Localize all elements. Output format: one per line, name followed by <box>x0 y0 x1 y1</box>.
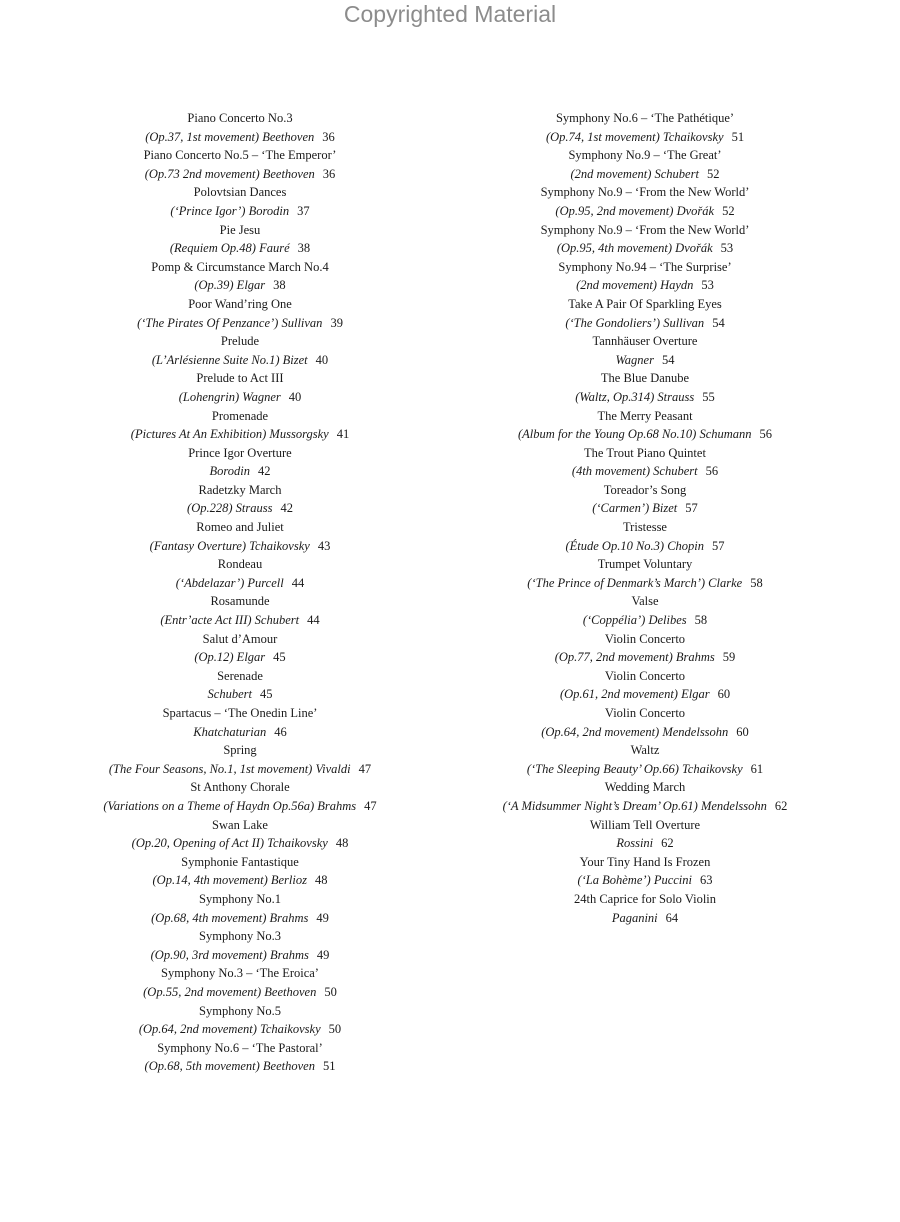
contents-entry <box>208 667 273 704</box>
entry-title: Pie Jesu <box>219 222 261 237</box>
entry-source-composer: (Op.55, 2nd movement) Beethoven <box>143 984 317 999</box>
entry-source-composer: (2nd movement) Haydn <box>576 278 694 293</box>
contents-entry <box>179 369 301 406</box>
entry-detail-line <box>565 537 724 556</box>
entry-detail-line <box>575 388 715 407</box>
entry-page-number: 36 <box>322 129 335 144</box>
entry-title: Poor Wand’ring One <box>188 296 292 311</box>
entry-source-composer: (Op.95, 4th movement) Dvořák <box>556 241 713 256</box>
contents-entry <box>593 332 698 369</box>
entry-title: The Merry Peasant <box>597 408 693 423</box>
contents-entry <box>143 964 337 1001</box>
entry-page-number: 57 <box>685 501 698 516</box>
contents-entry <box>577 853 712 890</box>
entry-title: 24th Caprice for Solo Violin <box>573 891 717 906</box>
entry-source-composer: Paganini <box>611 910 658 925</box>
entry-page-number: 56 <box>759 427 773 442</box>
entry-page-number: 50 <box>328 1022 342 1037</box>
entry-source-composer: (‘A Midsummer Night’s Dream’ Op.61) Mendelssohn <box>502 798 767 813</box>
contents-entry <box>170 183 309 220</box>
entry-source-composer: (‘La Bohème’) Puccini <box>577 873 693 888</box>
entry-page-number: 42 <box>280 501 293 516</box>
entry-page-number: 58 <box>750 575 763 590</box>
entry-source-composer: (Lohengrin) Wagner <box>178 389 281 404</box>
entry-detail-line <box>131 425 349 444</box>
contents-entry <box>575 369 715 406</box>
entry-title: The Trout Piano Quintet <box>584 445 706 460</box>
entry-title: Symphony No.5 <box>199 1003 281 1018</box>
entry-source-composer: Rossini <box>616 836 654 851</box>
contents-entry <box>145 1039 336 1076</box>
entry-source-composer: (‘The Pirates Of Penzance’) Sullivan <box>137 315 323 330</box>
entry-detail-line <box>153 871 328 890</box>
entry-page-number: 60 <box>717 687 731 702</box>
contents-entry <box>151 258 328 295</box>
entry-source-composer: (Op.61, 2nd movement) Elgar <box>559 687 710 702</box>
contents-entry <box>503 778 788 815</box>
entry-detail-line <box>576 276 714 295</box>
entry-source-composer: (Op.74, 1st movement) Tchaikovsky <box>545 129 724 144</box>
entry-title: Symphony No.94 – ‘The Surprise’ <box>558 259 732 274</box>
entry-page-number: 48 <box>314 873 328 888</box>
entry-page-number: 63 <box>700 873 713 888</box>
entry-detail-line <box>143 983 337 1002</box>
contents-entry <box>132 816 349 853</box>
entry-source-composer: (Op.68, 4th movement) Brahms <box>151 910 309 925</box>
entry-page-number: 52 <box>706 166 720 181</box>
entry-detail-line <box>577 871 712 890</box>
entry-detail-line <box>151 946 330 965</box>
contents-entry <box>194 630 285 667</box>
entry-detail-line <box>170 239 310 258</box>
entry-page-number: 58 <box>694 613 708 628</box>
entry-source-composer: Wagner <box>615 352 654 367</box>
entry-page-number: 41 <box>336 427 350 442</box>
entry-source-composer: Schubert <box>207 687 252 702</box>
entry-source-composer: (Requiem Op.48) Fauré <box>169 241 290 256</box>
entry-detail-line <box>560 685 730 704</box>
entry-source-composer: (Étude Op.10 No.3) Chopin <box>565 538 705 553</box>
entry-detail-line <box>179 388 301 407</box>
entry-title: Valse <box>631 594 659 609</box>
entry-page-number: 42 <box>258 464 271 479</box>
entry-title: Polovtsian Dances <box>193 185 287 200</box>
entry-title: Symphony No.1 <box>199 891 281 906</box>
entry-title: Piano Concerto No.5 – ‘The Emperor’ <box>143 148 337 163</box>
entry-detail-line <box>176 574 304 593</box>
entry-page-number: 36 <box>322 166 336 181</box>
entry-detail-line <box>541 723 749 742</box>
entry-page-number: 59 <box>722 650 736 665</box>
entry-source-composer: (Waltz, Op.314) Strauss <box>575 389 695 404</box>
entry-title: Symphony No.6 – ‘The Pastoral’ <box>157 1040 323 1055</box>
contents-column-right <box>455 109 835 927</box>
entry-source-composer: (Variations on a Theme of Haydn Op.56a) Brahms <box>103 798 357 813</box>
contents-entry <box>527 555 762 592</box>
entry-title: Symphony No.9 – ‘From the New World’ <box>540 185 750 200</box>
entry-detail-line <box>572 462 718 481</box>
contents-entry <box>574 890 716 927</box>
entry-title: Piano Concerto No.3 <box>187 111 293 125</box>
entry-source-composer: (‘Carmen’) Bizet <box>592 501 678 516</box>
entry-page-number: 54 <box>712 315 725 330</box>
contents-column-left <box>40 109 440 1076</box>
entry-source-composer: (4th movement) Schubert <box>571 464 698 479</box>
entry-detail-line <box>571 165 720 184</box>
entry-detail-line <box>612 909 678 928</box>
entry-detail-line <box>546 128 744 147</box>
entry-title: Violin Concerto <box>604 668 686 683</box>
contents-entry <box>163 704 318 741</box>
entry-page-number: 64 <box>665 910 679 925</box>
copyright-banner: Copyrighted Material <box>343 1 557 27</box>
entry-source-composer: (Op.95, 2nd movement) Dvořák <box>555 203 715 218</box>
entry-detail-line <box>152 351 328 370</box>
entry-title: Spring <box>223 743 257 758</box>
entry-source-composer: (Fantasy Overture) Tchaikovsky <box>149 538 310 553</box>
entry-page-number: 52 <box>722 203 735 218</box>
entry-detail-line <box>194 276 285 295</box>
entry-page-number: 38 <box>297 241 311 256</box>
entry-page-number: 55 <box>702 389 715 404</box>
entry-page-number: 49 <box>316 947 330 962</box>
entry-detail-line <box>139 1020 341 1039</box>
entry-title: Radetzky March <box>198 482 282 497</box>
entry-source-composer: (Album for the Young Op.68 No.10) Schumann <box>517 427 752 442</box>
entry-source-composer: (L’Arlésienne Suite No.1) Bizet <box>151 352 308 367</box>
entry-detail-line <box>555 202 734 221</box>
contents-entry <box>527 741 763 778</box>
entry-page-number: 51 <box>322 1059 336 1074</box>
entry-title: Rondeau <box>217 557 263 572</box>
entry-detail-line <box>209 462 270 481</box>
contents-entry <box>590 816 700 853</box>
entry-page-number: 40 <box>315 352 329 367</box>
entry-source-composer: (2nd movement) Schubert <box>570 166 699 181</box>
entry-page-number: 48 <box>335 836 349 851</box>
entry-source-composer: (‘Abdelazar’) Purcell <box>175 575 284 590</box>
contents-entry <box>546 109 744 146</box>
entry-source-composer: (Op.20, Opening of Act II) Tchaikovsky <box>131 836 328 851</box>
entry-title: Symphonie Fantastique <box>181 854 299 869</box>
entry-detail-line <box>193 723 286 742</box>
contents-entry <box>145 109 335 146</box>
entry-title: Romeo and Juliet <box>196 520 284 535</box>
contents-entry <box>518 407 772 444</box>
entry-title: St Anthony Chorale <box>190 780 290 795</box>
entry-page-number: 45 <box>259 687 273 702</box>
contents-entry <box>152 332 328 369</box>
entry-page-number: 51 <box>731 129 745 144</box>
entry-source-composer: (Op.14, 4th movement) Berlioz <box>152 873 307 888</box>
contents-entry <box>560 667 730 704</box>
entry-detail-line <box>555 648 736 667</box>
entry-detail-line <box>150 537 331 556</box>
entry-title: Your Tiny Hand Is Frozen <box>579 854 711 869</box>
contents-entry <box>137 295 343 332</box>
entry-page-number: 62 <box>774 798 788 813</box>
entry-source-composer: (Op.12) Elgar <box>194 650 266 665</box>
entry-source-composer: (Op.64, 2nd movement) Tchaikovsky <box>138 1022 321 1037</box>
entry-source-composer: (‘The Gondoliers’) Sullivan <box>565 315 705 330</box>
contents-entry <box>131 407 349 444</box>
entry-source-composer: (Op.90, 3rd movement) Brahms <box>150 947 309 962</box>
entry-title: Tannhäuser Overture <box>592 334 698 349</box>
contents-entry <box>109 741 371 778</box>
entry-detail-line <box>527 574 762 593</box>
entry-detail-line <box>103 797 376 816</box>
entry-detail-line <box>518 425 772 444</box>
entry-source-composer: (‘The Prince of Denmark’s March’) Clarke <box>527 575 743 590</box>
entry-title: Promenade <box>211 408 269 423</box>
entry-source-composer: (The Four Seasons, No.1, 1st movement) Vivaldi <box>108 761 351 776</box>
entry-page-number: 39 <box>330 315 343 330</box>
entry-title: Take A Pair Of Sparkling Eyes <box>568 296 722 311</box>
entry-source-composer: (Op.228) Strauss <box>187 501 273 516</box>
contents-entry <box>187 481 293 518</box>
entry-title: Symphony No.9 – ‘The Great’ <box>568 148 722 163</box>
entry-title: Trumpet Voluntary <box>597 557 693 572</box>
entry-detail-line <box>132 834 349 853</box>
entry-title: Symphony No.6 – ‘The Pathétique’ <box>555 111 735 125</box>
entry-title: Symphony No.3 – ‘The Eroica’ <box>161 966 319 981</box>
entry-page-number: 37 <box>297 203 310 218</box>
contents-entry <box>583 592 707 629</box>
contents-entry <box>170 221 310 258</box>
entry-title: Serenade <box>217 668 263 683</box>
entry-page-number: 62 <box>661 836 674 851</box>
entry-title: Waltz <box>630 743 660 758</box>
entry-detail-line <box>208 685 273 704</box>
entry-page-number: 53 <box>720 241 734 256</box>
contents-entry <box>176 555 304 592</box>
entry-detail-line <box>503 797 788 816</box>
entry-source-composer: (Op.37, 1st movement) Beethoven <box>145 129 315 144</box>
entry-title: Toreador’s Song <box>603 482 687 497</box>
entry-source-composer: Borodin <box>209 464 250 479</box>
entry-page-number: 53 <box>701 278 714 293</box>
entry-title: Tristesse <box>622 520 667 535</box>
entry-title: Prince Igor Overture <box>188 445 292 460</box>
entry-page-number: 50 <box>324 984 337 999</box>
entry-source-composer: Khatchaturian <box>193 724 267 739</box>
entry-page-number: 47 <box>358 761 372 776</box>
entry-title: Symphony No.3 <box>199 929 281 944</box>
entry-detail-line <box>145 1057 336 1076</box>
entry-page-number: 38 <box>273 278 286 293</box>
entry-source-composer: (Op.73 2nd movement) Beethoven <box>144 166 315 181</box>
entry-page-number: 44 <box>291 575 305 590</box>
entry-title: Prelude to Act III <box>196 371 284 386</box>
entry-source-composer: (‘The Sleeping Beauty’ Op.66) Tchaikovsky <box>526 761 743 776</box>
contents-entry <box>541 183 750 220</box>
entry-detail-line <box>145 128 335 147</box>
contents-entry <box>541 221 750 258</box>
contents-entry <box>160 592 319 629</box>
entry-title: Violin Concerto <box>604 631 686 646</box>
entry-page-number: 45 <box>273 650 286 665</box>
contents-entry <box>565 295 724 332</box>
entry-title: Rosamunde <box>210 594 270 609</box>
contents-entry <box>150 518 331 555</box>
entry-page-number: 47 <box>364 798 377 813</box>
contents-entry <box>144 146 337 183</box>
entry-detail-line <box>170 202 309 221</box>
entry-detail-line <box>160 611 319 630</box>
contents-entry <box>541 704 749 741</box>
entry-detail-line <box>145 165 336 184</box>
entry-title: Violin Concerto <box>604 706 686 720</box>
entry-detail-line <box>194 648 285 667</box>
entry-source-composer: (‘Coppélia’) Delibes <box>582 613 687 628</box>
contents-entry <box>153 853 328 890</box>
entry-page-number: 56 <box>705 464 719 479</box>
contents-entry <box>151 890 329 927</box>
entry-title: The Blue Danube <box>600 371 690 386</box>
contents-entry <box>188 444 291 481</box>
entry-source-composer: (Op.64, 2nd movement) Mendelssohn <box>541 724 729 739</box>
entry-page-number: 49 <box>316 910 329 925</box>
entry-source-composer: (Pictures At An Exhibition) Mussorgsky <box>130 427 329 442</box>
entry-source-composer: (Op.39) Elgar <box>194 278 266 293</box>
entry-page-number: 40 <box>288 389 302 404</box>
entry-detail-line <box>137 314 343 333</box>
entry-page-number: 44 <box>307 613 320 628</box>
entry-title: William Tell Overture <box>589 817 701 832</box>
entry-detail-line <box>583 611 707 630</box>
entry-detail-line <box>187 499 293 518</box>
entry-page-number: 54 <box>661 352 675 367</box>
contents-entry <box>592 481 698 518</box>
entry-source-composer: (‘Prince Igor’) Borodin <box>170 203 290 218</box>
contents-entry <box>572 444 718 481</box>
entry-source-composer: (Op.77, 2nd movement) Brahms <box>554 650 715 665</box>
entry-detail-line <box>565 314 724 333</box>
entry-title: Pomp & Circumstance March No.4 <box>151 259 329 274</box>
entry-detail-line <box>527 760 763 779</box>
entry-title: Swan Lake <box>212 817 268 832</box>
contents-entry <box>103 778 376 815</box>
contents-entry <box>568 146 721 183</box>
entry-detail-line <box>557 239 733 258</box>
entry-title: Salut d’Amour <box>202 631 278 646</box>
entry-detail-line <box>592 499 698 518</box>
contents-entry <box>555 630 736 667</box>
entry-title: Prelude <box>220 334 260 349</box>
entry-title: Spartacus – ‘The Onedin Line’ <box>162 706 318 720</box>
entry-page-number: 57 <box>712 538 725 553</box>
entry-page-number: 43 <box>317 538 331 553</box>
entry-detail-line <box>616 834 673 853</box>
contents-entry <box>565 518 724 555</box>
entry-page-number: 46 <box>274 724 287 739</box>
entry-detail-line <box>616 351 675 370</box>
entry-page-number: 61 <box>750 761 764 776</box>
contents-entry <box>139 1002 341 1039</box>
entry-title: Wedding March <box>604 780 686 795</box>
entry-source-composer: (Op.68, 5th movement) Beethoven <box>144 1059 315 1074</box>
entry-title: Symphony No.9 – ‘From the New World’ <box>540 222 750 237</box>
contents-entry <box>558 258 731 295</box>
entry-detail-line <box>151 909 329 928</box>
entry-source-composer: (Entr’acte Act III) Schubert <box>160 613 300 628</box>
contents-entry <box>151 927 330 964</box>
entry-detail-line <box>109 760 371 779</box>
entry-page-number: 60 <box>736 724 749 739</box>
